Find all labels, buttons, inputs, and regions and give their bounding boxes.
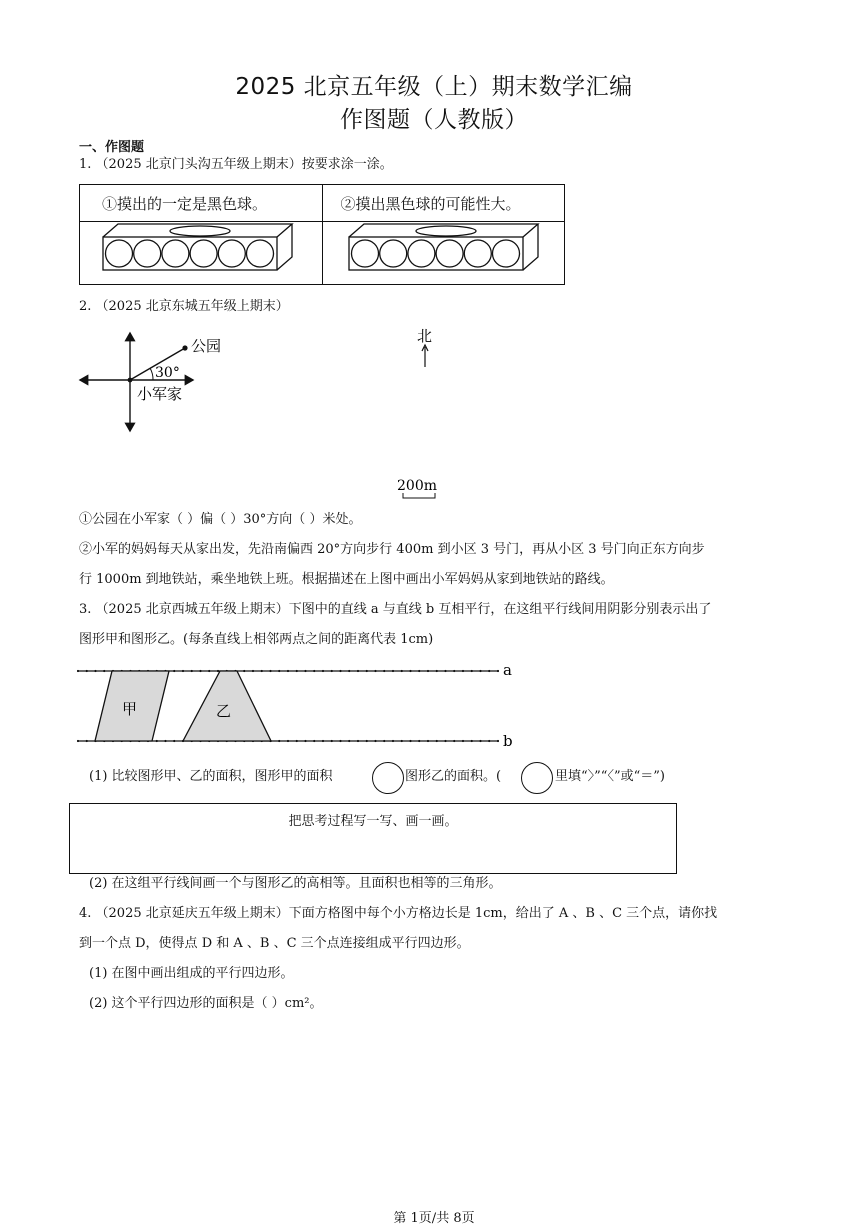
grid-dot [269,670,271,672]
grid-dot [339,670,341,672]
grid-dot [479,670,481,672]
grid-dot [471,740,473,742]
grid-dot [427,670,429,672]
grid-dot [339,740,341,742]
grid-dot [287,740,289,742]
grid-dot [366,670,368,672]
grid-dot [444,670,446,672]
shape-jia-label: 甲 [122,700,138,718]
thinking-answer-box[interactable] [69,803,677,874]
grid-dot [296,740,298,742]
question-4-text-line-1: 4. （2025 北京延庆五年级上期末）下面方格图中每个小方格边长是 1cm，给出了 A 、B 、C 三个点，请你找 [79,906,718,921]
grid-dot [164,740,166,742]
grid-dot [156,740,158,742]
grid-dot [392,740,394,742]
question-4-text-line-2: 到一个点 D，使得点 D 和 A 、B 、C 三个点连接组成平行四边形。 [79,936,470,951]
grid-dot [418,740,420,742]
grid-dot [322,670,324,672]
grid-dot [374,740,376,742]
shape-yi-label: 乙 [216,702,232,720]
park-label: 公园 [191,337,222,355]
grid-dot [401,670,403,672]
thinking-box-prompt: 把思考过程写一写、画一画。 [288,814,458,829]
park-point [182,345,187,350]
grid-dot [348,670,350,672]
ball [190,240,217,267]
grid-dot [252,670,254,672]
question-2-sub-2-line-2: 行 1000m 到地铁站，乘坐地铁上班。根据描述在上图中画出小军妈妈从家到地铁站的路线。 [79,572,614,587]
ball [408,240,435,267]
grid-dot [86,740,88,742]
ball-box-1[interactable] [103,224,292,270]
grid-dot [488,740,490,742]
direction-diagram [75,325,255,440]
compare-circle-blank[interactable] [372,762,404,794]
grid-dot [436,670,438,672]
ball [352,240,379,267]
q1-cell-2-label: ②摸出黑色球的可能性大。 [340,194,521,213]
home-label: 小军家 [137,385,183,403]
grid-dot [173,740,175,742]
question-1-text: 1. （2025 北京门头沟五年级上期末）按要求涂一涂。 [79,157,393,172]
angle-label: 30° [155,365,180,381]
grid-dot [261,670,263,672]
ball-box-2[interactable] [349,224,538,270]
grid-dot [383,740,385,742]
grid-dot [409,740,411,742]
grid-dot [374,670,376,672]
grid-dot [296,670,298,672]
section-heading: 一、作图题 [79,140,145,155]
ball [464,240,491,267]
home-point [128,378,133,383]
grid-dot [313,740,315,742]
box-opening [416,226,476,236]
grid-dot [86,670,88,672]
grid-dot [497,740,499,742]
question-3-text-line-2: 图形甲和图形乙。(每条直线上相邻两点之间的距离代表 1cm) [79,632,434,647]
grid-dot [331,670,333,672]
grid-dot [182,670,184,672]
grid-dot [488,670,490,672]
grid-dot [103,670,105,672]
grid-dot [436,740,438,742]
q1-cell-1-label: ①摸出的一定是黑色球。 [102,194,268,213]
ball [162,240,189,267]
grid-dot [383,670,385,672]
ball [218,240,245,267]
grid-dot [497,670,499,672]
scale-bar [395,475,443,503]
grid-dot [208,670,210,672]
grid-dot [366,740,368,742]
question-3-sub-1-part-2: 图形乙的面积。( [405,769,502,784]
north-indicator [412,325,442,370]
grid-dot [401,740,403,742]
line-a-label: a [503,661,512,679]
grid-dot [462,670,464,672]
legend-circle [521,762,553,794]
grid-dot [471,670,473,672]
ball-boxes [79,222,565,284]
grid-dot [453,740,455,742]
grid-dot [357,670,359,672]
page-title: 2025 北京五年级（上）期末数学汇编 [235,74,633,100]
ball [106,240,133,267]
grid-dot [462,740,464,742]
north-label: 北 [417,327,433,345]
question-2-sub-1: ①公园在小军家（ ）偏（ ）30°方向（ ）米处。 [79,512,362,527]
question-4-sub-1: (1) 在图中画出组成的平行四边形。 [89,966,294,981]
grid-dot [94,670,96,672]
grid-dot [392,670,394,672]
line-b-label: b [503,732,513,750]
grid-dot [77,670,79,672]
ball [134,240,161,267]
ball [247,240,274,267]
grid-dot [304,670,306,672]
ball [380,240,407,267]
grid-dot [304,740,306,742]
grid-dot [313,670,315,672]
grid-dot [444,740,446,742]
grid-dot [418,670,420,672]
ball [493,240,520,267]
question-3-sub-2: (2) 在这组平行线间画一个与图形乙的高相等。且面积也相等的三角形。 [89,876,502,891]
page-footer: 第 1页/共 8页 [393,1211,475,1226]
grid-dot [77,740,79,742]
ball [436,240,463,267]
grid-dot [243,670,245,672]
grid-dot [331,740,333,742]
grid-dot [191,670,193,672]
question-3-sub-1-part-1: (1) 比较图形甲、乙的面积，图形甲的面积 [89,769,333,784]
grid-dot [217,670,219,672]
grid-dot [427,740,429,742]
scale-label: 200m [397,478,437,494]
grid-dot [479,740,481,742]
question-3-sub-1-part-3: 里填“〉”“〈”或“＝”) [555,769,665,784]
grid-dot [348,740,350,742]
box-opening [170,226,230,236]
angle-arc [150,368,153,380]
grid-dot [287,670,289,672]
grid-dot [278,740,280,742]
question-3-text-line-1: 3. （2025 北京西城五年级上期末）下图中的直线 a 与直线 b 互相平行，在这组平行线间用阴影分别表示出了 [79,602,712,617]
question-2-sub-2-line-1: ②小军的妈妈每天从家出发，先沿南偏西 20°方向步行 400m 到小区 3 号门，再从小区 3 号门向正东方向步 [79,542,705,557]
grid-dot [409,670,411,672]
grid-dot [357,740,359,742]
grid-dot [199,670,201,672]
question-2-text: 2. （2025 北京东城五年级上期末） [79,299,289,314]
question-4-sub-2: (2) 这个平行四边形的面积是（ ）cm²。 [89,996,323,1011]
grid-dot [322,740,324,742]
grid-dot [278,670,280,672]
grid-dot [453,670,455,672]
grid-dot [173,670,175,672]
page-subtitle: 作图题（人教版） [340,107,528,133]
parallel-lines-diagram [75,658,525,753]
